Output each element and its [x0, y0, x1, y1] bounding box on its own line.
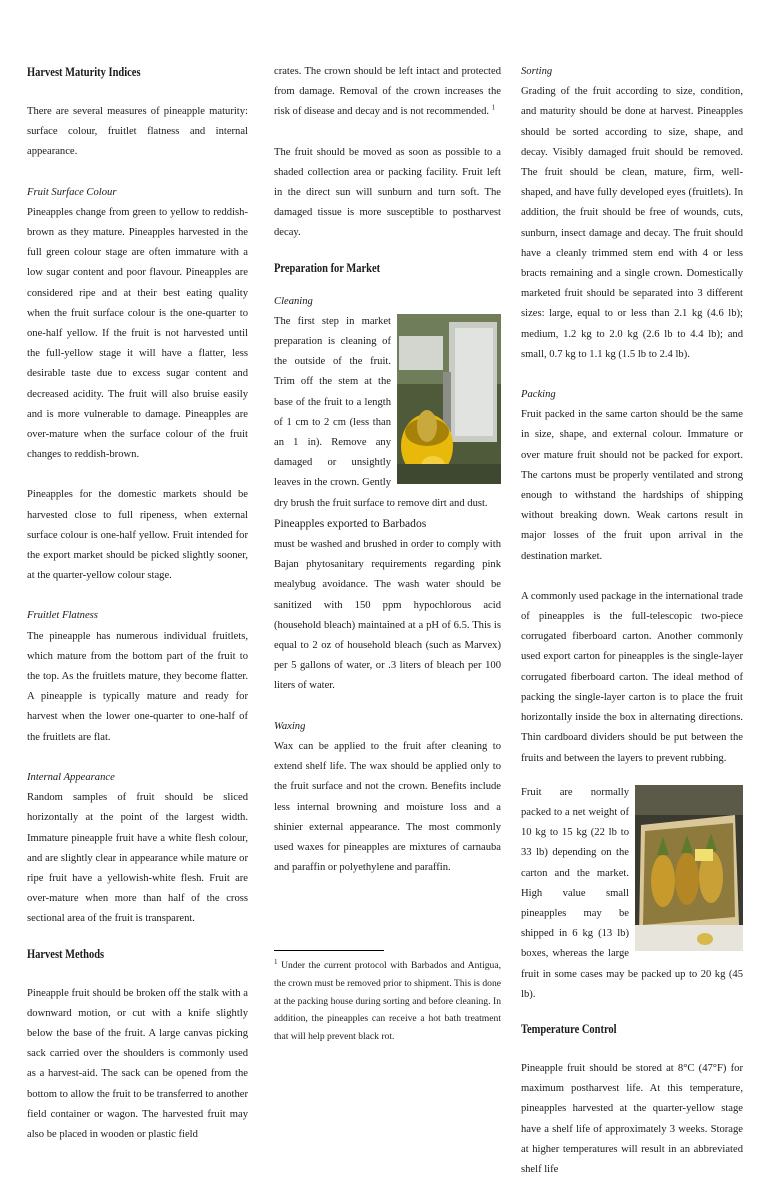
- footnote: [274, 957, 501, 1045]
- harvest-maturity-heading: Harvest Maturity Indices: [27, 65, 141, 79]
- fruitlet-flatness-paragraph: The pineapple has numerous individual fruitlets, which mature from the bottom part of the fruit to the top. As the fruitlets mature, they become flatter. A pineapple is typically mature and ready for harvest when the lower one-quarter to one-half of the fruitlets are flat.: [27, 630, 248, 743]
- weight-paragraph: Fruit are normally packed to a net weight of 10 kg to 15 kg (22 lb to 33 lb) depending on the carton and the market. High value small pineapples may be shipped in 6 kg (13 lb) boxes, whereas the large fruit in some cases may be packed up to 20 kg (45 lb).: [521, 786, 743, 1000]
- fruitlet-flatness-heading: Fruitlet Flatness: [27, 610, 98, 622]
- maturity-intro-paragraph: There are several measures of pineapple maturity: surface colour, fruitlet flatness and internal appearance.: [27, 106, 248, 158]
- fruit-surface-colour-heading: Fruit Surface Colour: [27, 186, 117, 198]
- internal-appearance-paragraph: Random samples of fruit should be sliced horizontally at the point of the largest width. Immature pineapple fruit have a white flesh colour, and are slightly clear in appearance while mature or ripe fruit have a yellowish-white flesh. Fruit are over-mature when more than half of the cross sectional area of the fruit is transparent.: [27, 792, 248, 925]
- packing-paragraph: Fruit packed in the same carton should be the same in size, shape, and external colour. Immature or over mature fruit should not be packed for export. The cartons must be properly ventilated and strong enough to withstand the hardships of shipping without breaking down. Weak cartons result in major losses of the fruit upon arrival in the destination market.: [521, 409, 743, 562]
- temperature-paragraph: Pineapple fruit should be stored at 8°C (47°F) for maximum postharvest life. At this temperature, pineapples harvested at the quarter-yellow stage have a shelf life of approximately 3 weeks. Storage at higher temperatures will result in an abbreviated shelf life: [521, 1062, 743, 1175]
- shade-paragraph: The fruit should be moved as soon as possible to a shaded collection area or packing facility. Fruit left in the direct sun will sunburn and turn soft. The damaged tissue is more susceptible to postharvest decay.: [274, 146, 501, 239]
- sorting-heading: Sorting: [521, 66, 553, 77]
- waxing-paragraph: Wax can be applied to the fruit after cleaning to extend shelf life. The wax should be applied only to the fruit surface and not the crown. Benefits include less internal browning and moisture loss and a shinier external appearance. The most commonly used waxes for pineapples are mixtures of carnauba and paraffin or polyethylene and paraffin.: [274, 740, 501, 874]
- packed-pineapples-photo: [635, 785, 743, 951]
- barbados-paragraph: [274, 514, 501, 697]
- footnote-ref: 1: [491, 103, 496, 112]
- sorting-paragraph: Grading of the fruit according to size, condition, and maturity should be done at harvest. Pineapples should be sorted according to size, shape, and decay. Visibly damaged fruit should be removed. The fruit should be clean, mature, firm, well-shaped, and have fully developed eyes (fruitlets). In addition, the fruit should be free of wounds, cuts, sunburn, insect damage and decay. The fruit should have a cleanly trimmed stem end with 4 or less bracts remaining and a single crown. Domestically marketed fruit should be separated into 3 different sizes: large, equal to or less than 2.1 kg (4.6 lb); medium, 1.2 kg to 2.0 kg (2.6 lb to 4.4 lb); and small, 0.7 kg to 1.1 kg (1.5 lb to 2.4 lb).: [521, 86, 743, 360]
- footnote-rule: [274, 950, 384, 951]
- packing-heading: Packing: [521, 389, 556, 401]
- cleaning-photo: [397, 314, 501, 484]
- cleaning-paragraph: The first step in market preparation is cleaning of the outside of the fruit. Trim off the stem at the base of the fruit to a length of 1 cm to 2 cm (less than an 1 in). Remove any damaged or unsightly leaves in the crown. Gently dry brush the fruit surface to remove dirt and dust.: [274, 315, 488, 509]
- temperature-control-heading: Temperature Control: [521, 1021, 617, 1036]
- barbados-text: must be washed and brushed in order to comply with Bajan phytosanitary requirements regarding pink mealybug avoidance. The wash water should be sanitized with 150 ppm hypochlorous acid (household bleach) maintained at a pH of 6.5. This is equal to 2 oz of household bleach (such as Marvex) per 5 gallons of water, or .3 liters of bleach per 100 liters of water.: [274, 539, 501, 692]
- weight-block: [521, 783, 743, 1005]
- domestic-markets-paragraph: Pineapples for the domestic markets should be harvested close to full ripeness, when external surface colour is one-half yellow. Fruit intended for the export market should be picked slightly sooner, at the quarter-yellow colour stage.: [27, 489, 248, 582]
- internal-appearance-heading: Internal Appearance: [27, 771, 115, 783]
- crown-text: crates. The crown should be left intact and protected from damage. Removal of the crown increases the risk of disease and decay and is not recommended.: [274, 66, 501, 118]
- fruit-surface-colour-paragraph: Pineapples change from green to yellow to reddish-brown as they mature. Pineapples harvested in the full green colour stage are often immature with a low sugar content and poor flavour. Pineapples are considered ripe and at their best eating quality when the fruit surface colour is the one-quarter to one-half yellow. If the fruit is not harvested until the full-yellow stage it will have a flatter, less desirable taste due to excess sugar content and decreased acidity. The fruit will also bruise easily and is more vulnerable to damage. Pineapples are over-mature when the surface colour of the fruit changes to reddish-brown.: [27, 206, 248, 461]
- crown-paragraph: [274, 62, 501, 123]
- column-3: [521, 62, 743, 1180]
- waxing-heading: Waxing: [274, 720, 306, 732]
- column-2: [274, 62, 501, 1045]
- preparation-for-market-heading: Preparation for Market: [274, 260, 381, 275]
- barbados-lead: Pineapples exported to Barbados: [274, 516, 427, 530]
- harvest-methods-heading: Harvest Methods: [27, 946, 105, 961]
- cleaning-block: [274, 312, 501, 514]
- cleaning-heading: Cleaning: [274, 295, 313, 307]
- column-1: [27, 62, 248, 1145]
- footnote-text: Under the current protocol with Barbados and Antigua, the crown must be removed prior to shipment. This is done at the packing house during sorting and before cleaning. In addition, the pineapples can receive a hot bath treatment that will help prevent black rot.: [274, 960, 501, 1042]
- harvest-methods-paragraph: Pineapple fruit should be broken off the stalk with a downward motion, or cut with a knife slightly below the base of the fruit. A large canvas picking sack carried over the shoulders is commonly used as a harvest-aid. The sack can be opened from the bottom to allow the fruit to be transferred to another field container or wagon. The harvested fruit may also be placed in wooden or plastic field: [27, 987, 248, 1140]
- footnote-number: 1: [274, 958, 278, 967]
- package-paragraph: A commonly used package in the international trade of pineapples is the full-telescopic two-piece corrugated fiberboard carton. Another commonly used export carton for pineapples is the single-layer corrugated fiberboard carton. The ideal method of packing the single-layer carton is to place the fruit horizontally inside the box in alternating directions. Thin cardboard dividers should be put between the fruits and between the layers to prevent rubbing.: [521, 590, 743, 764]
